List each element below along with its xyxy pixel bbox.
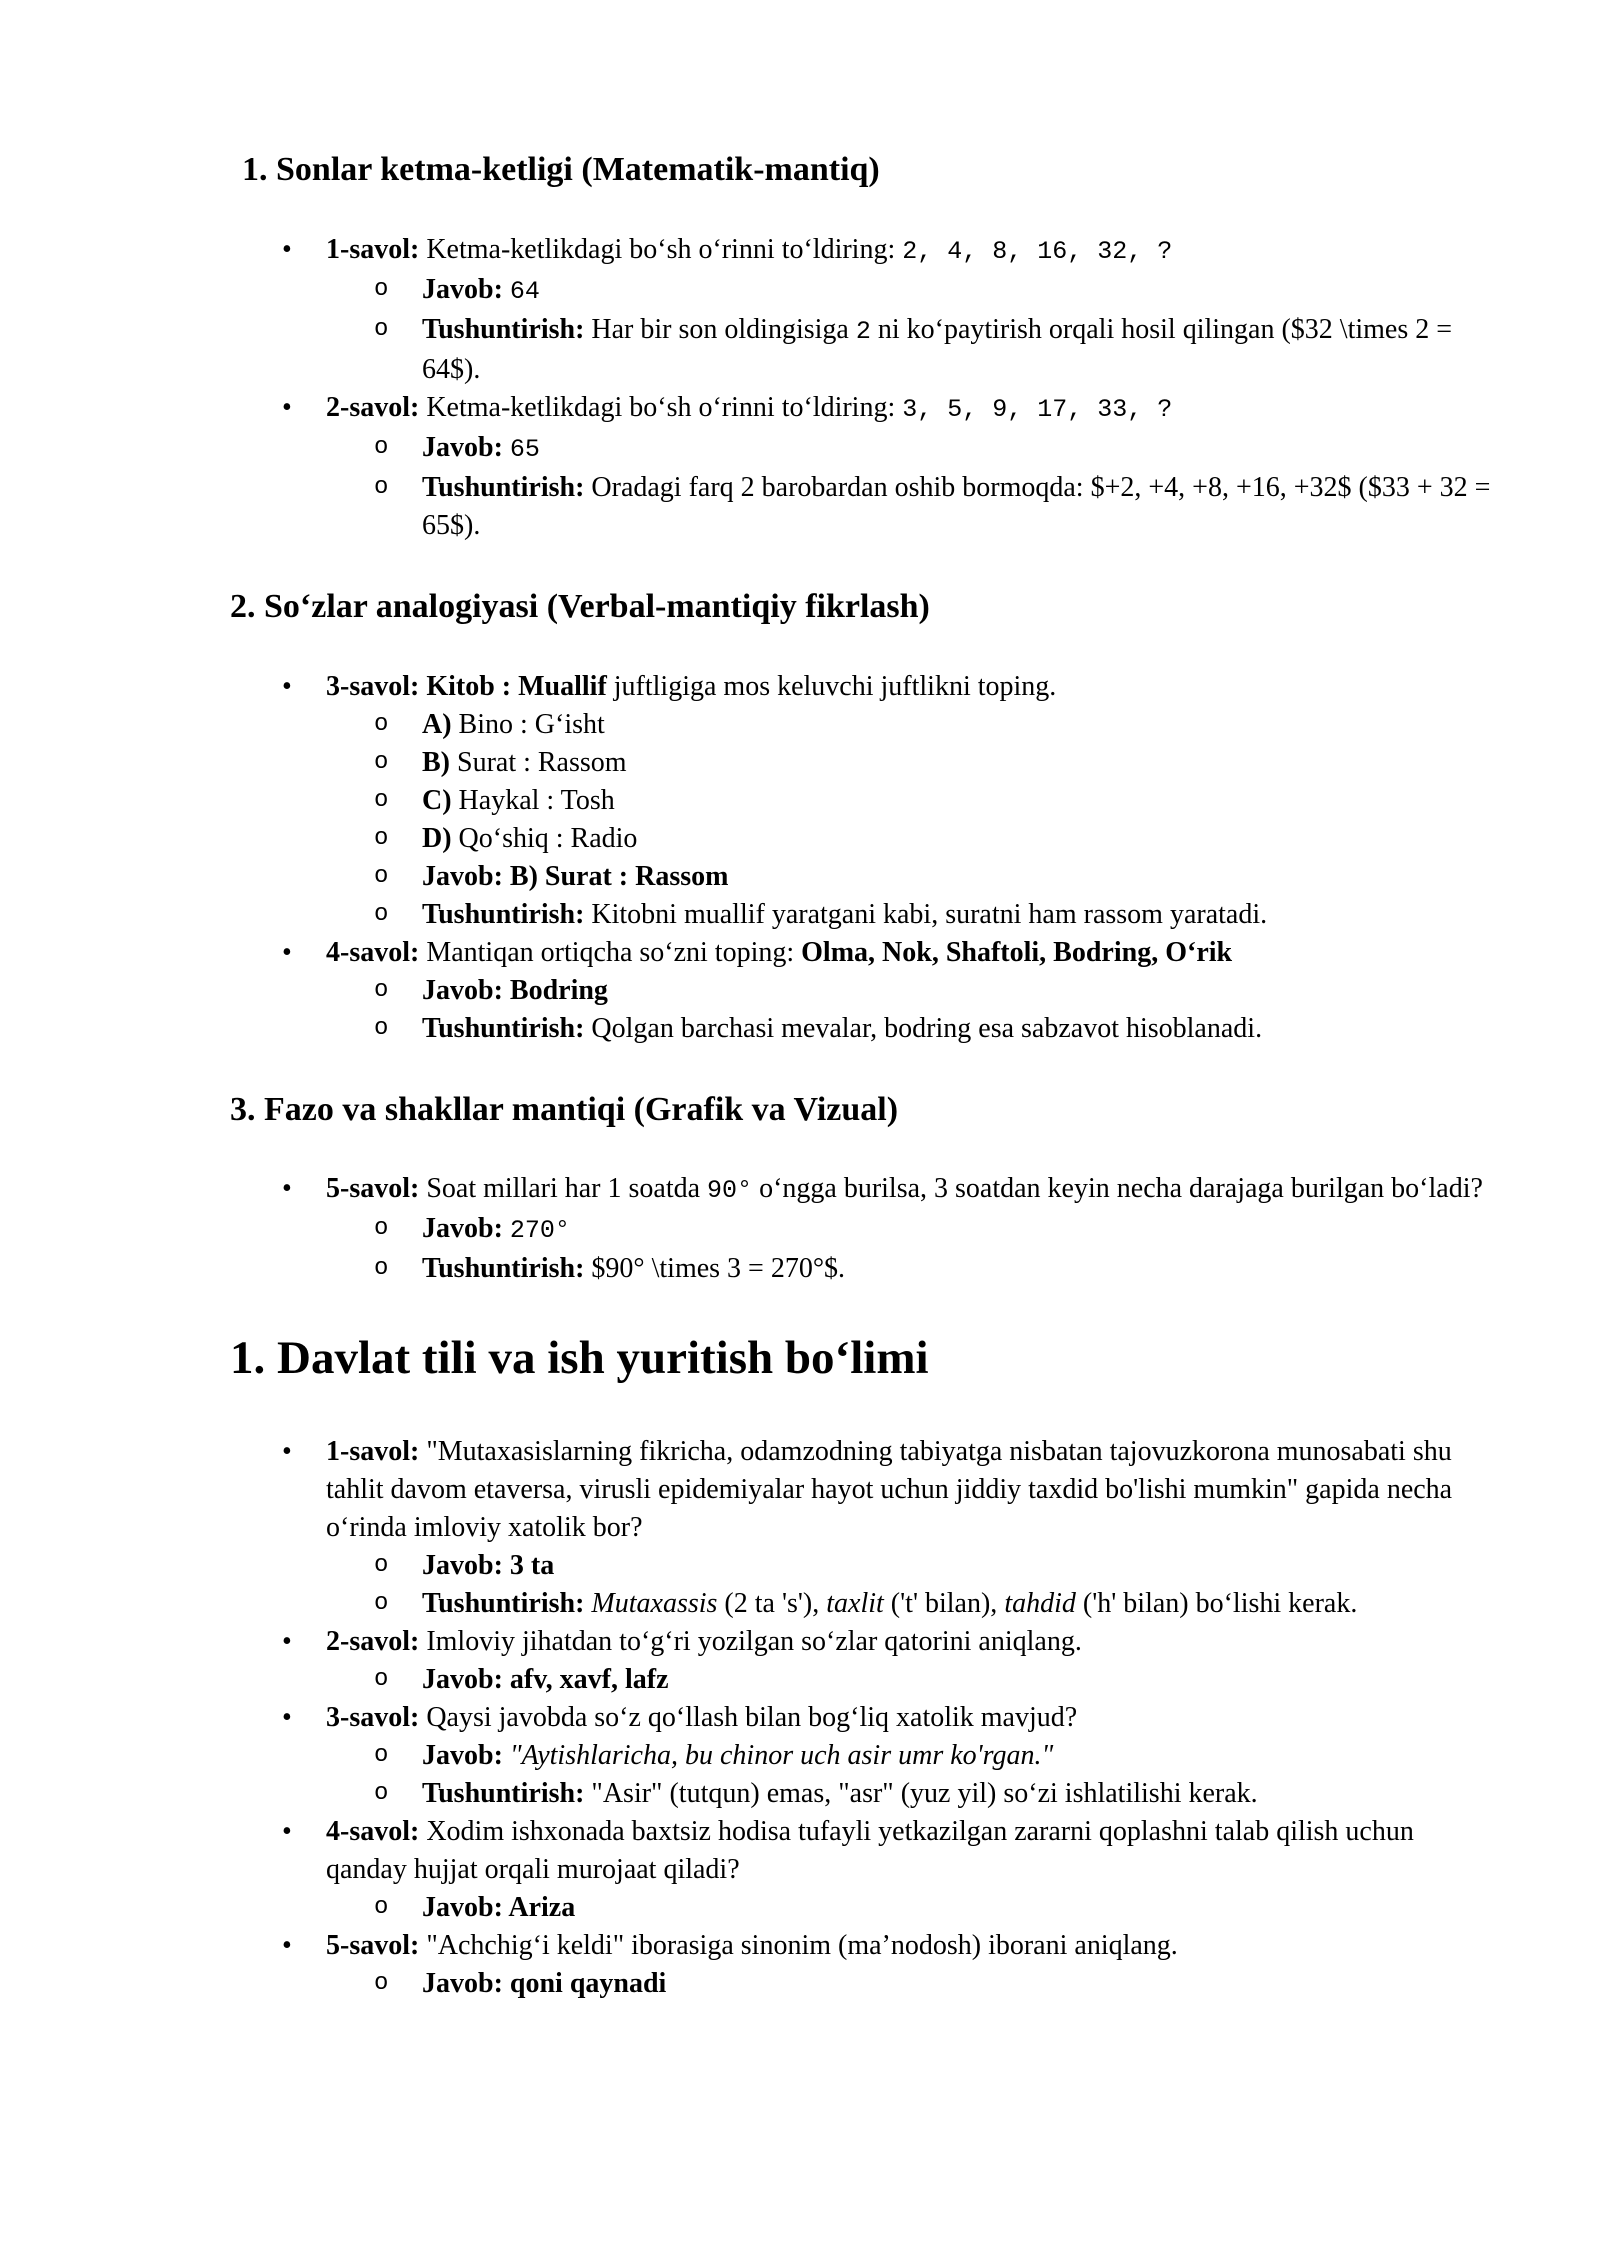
answer-item <box>326 1661 1500 1699</box>
explanation-text-2: ni ko‘paytirish orqali hosil qilingan ($32 \times 2 = 64$). <box>422 313 1453 385</box>
document-page <box>230 150 1500 2045</box>
explanation-text: Qolgan barchasi mevalar, bodring esa sabzavot hisoblanadi. <box>584 1012 1263 1044</box>
question-text: Ketma-ketlikdagi bo‘sh o‘rinni to‘ldiring: <box>419 391 903 423</box>
answer-value: 65 <box>509 434 540 464</box>
explanation-text: "Asir" (tutqun) emas, "asr" (yuz yil) so‘zi ishlatilishi kerak. <box>584 1777 1258 1809</box>
answer-list <box>326 972 1500 1048</box>
answer-list <box>326 1661 1500 1699</box>
explanation-text: $90° \times 3 = 270°$. <box>584 1253 846 1285</box>
answer-value: Javob: 3 ta <box>422 1549 555 1581</box>
answer-item <box>326 1965 1500 2003</box>
answer-value: 270° <box>509 1216 570 1246</box>
question-label: 2-savol: <box>326 391 420 423</box>
section-heading-1: 1. Sonlar ketma-ketligi (Matematik-mantiq) <box>242 151 880 188</box>
explanation-label: Tushuntirish: <box>422 1587 585 1619</box>
question-4-state-language <box>230 1813 1500 1927</box>
question-list-4 <box>230 1433 1500 2003</box>
explanation-item <box>326 1585 1500 1623</box>
answer-label: Javob: <box>422 1213 503 1245</box>
question-text: Ketma-ketlikdagi bo‘sh o‘rinni to‘ldiring: <box>419 233 903 265</box>
answer-value: Javob: afv, xavf, lafz <box>422 1663 669 1695</box>
question-text: Mantiqan ortiqcha so‘zni toping: <box>419 936 802 968</box>
word-3: tahdid <box>1004 1587 1076 1619</box>
answer-list <box>326 1547 1500 1623</box>
explanation-label: Tushuntirish: <box>422 471 585 503</box>
answer-item <box>326 1737 1500 1775</box>
question-label: 3-savol: Kitob : Muallif <box>326 670 607 702</box>
answer-item <box>326 1889 1500 1927</box>
option-d <box>326 820 1500 858</box>
question-text: Qaysi javobda so‘z qo‘llash bilan bog‘liq xatolik mavjud? <box>419 1701 1078 1733</box>
option-a <box>326 706 1500 744</box>
option-key: A) <box>422 708 452 740</box>
word-2: taxlit <box>826 1587 884 1619</box>
question-2-state-language <box>230 1623 1500 1699</box>
question-text: juftligiga mos keluvchi juftlikni toping. <box>606 670 1057 702</box>
answer-label: Javob: <box>422 1739 503 1771</box>
answer-list <box>326 429 1500 545</box>
option-key: D) <box>422 822 452 854</box>
question-5 <box>230 1170 1500 1288</box>
explanation-label: Tushuntirish: <box>422 1777 585 1809</box>
question-label: 4-savol: <box>326 1815 420 1847</box>
explanation-number: 2 <box>855 316 871 346</box>
question-text: "Achchig‘i keldi" iborasiga sinonim (ma’nodosh) iborani aniqlang. <box>419 1929 1178 1961</box>
option-c <box>326 782 1500 820</box>
main-heading: 1. Davlat tili va ish yuritish bo‘limi <box>230 1332 929 1385</box>
answer-item <box>326 858 1500 896</box>
question-1-state-language <box>230 1433 1500 1623</box>
answer-value: "Aytishlaricha, bu chinor uch asir umr ko'rgan." <box>502 1739 1054 1771</box>
question-list-2 <box>230 668 1500 1048</box>
explanation-text: Har bir son oldingisiga <box>584 313 856 345</box>
option-key: B) <box>422 746 450 778</box>
answer-list <box>326 271 1500 389</box>
question-4 <box>230 934 1500 1048</box>
answer-list <box>326 1210 1500 1288</box>
option-b <box>326 744 1500 782</box>
explanation-item <box>326 1250 1500 1288</box>
question-label: 1-savol: <box>326 233 420 265</box>
question-list-1 <box>230 231 1500 545</box>
note-1: (2 ta 's'), <box>717 1587 827 1619</box>
answer-value: Javob: qoni qaynadi <box>422 1967 667 1999</box>
explanation-item <box>326 469 1500 545</box>
question-label: 5-savol: <box>326 1929 420 1961</box>
answer-value: 64 <box>509 276 540 306</box>
note-3: ('h' bilan) bo‘lishi kerak. <box>1075 1587 1358 1619</box>
question-text: Xodim ishxonada baxtsiz hodisa tufayli yetkazilgan zararni qoplashni talab qilish uchun qanday hujjat orqali murojaat qiladi? <box>326 1815 1414 1885</box>
explanation-text: Kitobni muallif yaratgani kabi, suratni ham rassom yaratadi. <box>584 898 1268 930</box>
explanation-label: Tushuntirish: <box>422 1253 585 1285</box>
question-label: 4-savol: <box>326 936 420 968</box>
word-1: Mutaxassis <box>591 1587 718 1619</box>
explanation-label: Tushuntirish: <box>422 898 585 930</box>
answer-label: Javob: <box>422 431 503 463</box>
question-label: 1-savol: <box>326 1435 420 1467</box>
question-text: Soat millari har 1 soatda <box>419 1173 708 1205</box>
explanation-item <box>326 1775 1500 1813</box>
answer-value: Javob: Bodring <box>422 974 608 1006</box>
question-3-state-language <box>230 1699 1500 1813</box>
question-5-state-language <box>230 1927 1500 2003</box>
question-list-3 <box>230 1170 1500 1288</box>
section-heading-3: 3. Fazo va shakllar mantiqi (Grafik va Vizual) <box>230 1090 899 1128</box>
question-text: Imloviy jihatdan to‘g‘ri yozilgan so‘zlar qatorini aniqlang. <box>419 1625 1082 1657</box>
question-label: 5-savol: <box>326 1173 420 1205</box>
option-list <box>326 706 1500 934</box>
answer-list <box>326 1965 1500 2003</box>
question-2 <box>230 389 1500 545</box>
explanation-item <box>326 896 1500 934</box>
answer-item <box>326 1547 1500 1585</box>
answer-list <box>326 1737 1500 1813</box>
answer-list <box>326 1889 1500 1927</box>
degree-value: 90° <box>707 1176 753 1206</box>
question-text-2: o‘ngga burilsa, 3 soatdan keyin necha darajaga burilgan bo‘ladi? <box>752 1173 1483 1205</box>
question-label: 2-savol: <box>326 1625 420 1657</box>
note-2: ('t' bilan), <box>883 1587 1005 1619</box>
answer-label: Javob: <box>422 273 503 305</box>
explanation-text: Oradagi farq 2 barobardan oshib bormoqda: $+2, +4, +8, +16, +32$ ($33 + 32 = 65$). <box>422 471 1491 541</box>
option-text: Surat : Rassom <box>450 746 627 778</box>
answer-item <box>326 429 1500 469</box>
option-text: Bino : G‘isht <box>451 708 605 740</box>
answer-value: Javob: B) Surat : Rassom <box>422 860 729 892</box>
option-key: C) <box>422 784 452 816</box>
question-text: "Mutaxasislarning fikricha, odamzodning tabiyatga nisbatan tajovuzkorona munosabati shu tahlit davom etaversa, virusli epidemiyalar hayot uchun jiddiy taxdid bo'lishi mumkin" gapida necha o‘rinda imloviy xatolik bor? <box>326 1435 1453 1543</box>
explanation-item <box>326 1010 1500 1048</box>
section-heading-2: 2. So‘zlar analogiyasi (Verbal-mantiqiy fikrlash) <box>230 587 930 625</box>
question-label: 3-savol: <box>326 1701 420 1733</box>
number-sequence: 3, 5, 9, 17, 33, ? <box>902 394 1173 424</box>
answer-value: Javob: Ariza <box>422 1891 576 1923</box>
question-1 <box>230 231 1500 389</box>
answer-item <box>326 271 1500 311</box>
option-text: Haykal : Tosh <box>451 784 615 816</box>
explanation-label: Tushuntirish: <box>422 313 585 345</box>
answer-item <box>326 972 1500 1010</box>
word-list: Olma, Nok, Shaftoli, Bodring, O‘rik <box>801 936 1233 968</box>
explanation-label: Tushuntirish: <box>422 1012 585 1044</box>
answer-item <box>326 1210 1500 1250</box>
option-text: Qo‘shiq : Radio <box>451 822 638 854</box>
number-sequence: 2, 4, 8, 16, 32, ? <box>902 236 1173 266</box>
explanation-item <box>326 311 1500 389</box>
question-3 <box>230 668 1500 934</box>
